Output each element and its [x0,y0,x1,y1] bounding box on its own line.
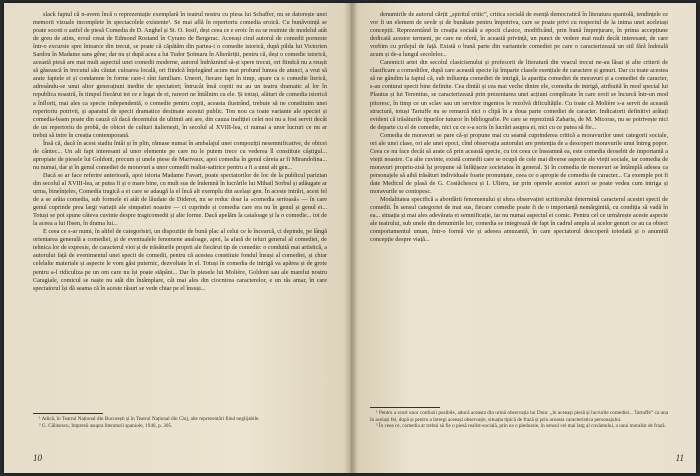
right-paragraph-1: denumirile de autorul cărții „spiritul critic”, critica socială de esență democratică în literatura spaniolă, tendințele ce vor fi un element de sevăr și de bunătate pentru împotriva, care se poate privi cu respectul de la inima unei aceleiași concepții. Reprezentând în creația socială a epocii clasice, modificând, prin bună împrejurare, în prima accepțiune dedicată acestor termeni, pe care ne oferă, în această privință, un punct de vedere mai mult decât interesant, de care vorbim cu prilejul de față. Există o bună parte din variantele comediei pe care o caracterizează un stil fără îndoială acum și de-a lungul secolelor... [370,11,668,59]
right-footnotes [370,410,668,430]
left-page [4,3,350,473]
book-gutter [344,3,358,473]
left-footnote-1: ¹ Adică, în Teatrul Național din București și în Teatrul Național din Cluj, alte reprezentări fiind neglijabile. [39,416,260,422]
left-paragraph-2: Însă că, dacă în acest stadiu întâi și în plin, rămase numai în ambalajul unei compoziții nesemnificative, de obicei de cântec... Un alt fapt interesant al unor elemente pe care nu le putem trece cu vederea îl constituie câștigul... apropiate de piesele lui Goldoni, precum și unele piese de Marivaux, apoi comedia în genul căreia ar fi Mirandolina... nu numai, dar și în genul comediei de moravuri a unor comedii realist-satirice pentru a fi a unui alt gen... [33,139,327,171]
right-page-number: 11 [675,453,684,463]
book-spread [4,3,696,473]
left-paragraph-3: Dacă se ar face referire anterioară, apoi istoria Madame Favart, poate spectatorilor de loc de la publicul parizian din secolul al XVIII-lea, ar putea fi și o mare bine, cu mult sus de îndemnă în lucrările lui Mihail Sorbul și adăugate ar urma, bineînțeles, Comedia tragică a ei care se adaugă la el încă alt exemplu din același gen. În aceste intrări, acest fel de a se arăta comedia, sub formele ei atât de lăudate de Diderot, nu se reduc doar la «comedia serioasă» — în care genul cuprinde prea largi variații ale simpatiei noastre — ci cuprinde și comedia care era nu în genul și genul ei... Totuși se pot spune câteva cuvinte despre tragicomedii și alte forme. Dacă apelăm la cataloage și la o comedie... tot de la aceea a lui Ibsen, în drama lui... [33,171,327,228]
left-page-body [33,11,327,411]
right-footnote-2: ² În ceea ce, comedia ar trebui să fie o piesă realist-socială, prin ea o pledoarie, în sensul cel mai larg al cuvântului, a unui moralist de frază. [376,423,666,430]
right-page-body [370,11,668,411]
right-page [350,3,696,473]
left-footnote-2: ² G. Călinescu, Impresii asupra literaturii spaniole, 1946, p. 305. [39,422,173,429]
left-paragraph-1: slack faptul că n-avem încă o reprezentație exemplară în teatrul nostru cu piesa lui Schaffer, nu se datorește unei memorii vizuale incomplete în spectacolele existente¹. Se mai află în repertoriu comedia eroică. Cu bunăvoință se poate socoti o astfel de piesă Comedia de D. Anghel și St. O. Iosif, deși ceea ce e eroic în ea se resimte de modelul atât de greu de atins, eroul creat de Edmond Rostand în Cyrano de Bergerac. Aceeași cind autorul de comedii porneste într-o excursie spre întoarce din trecut, se poate că căpătăm din partea-i o comedie istorică, după pilda lui Victorien Sardou în Madame sans gêne; dar nu și după acea a lui Tudor Șoimaru în Alterăriții, pentru că, deși o comedie istorică, această piesă are mai mult aspectul unei comedii moderne, autorul îndrăznind să-și spere trecut, ori fiindcă nu a reușit să găsească în trecutul său căutat culoarea locală, ori fiindcă înțelegând acum mai profund lumea de atunci, a vrut să arate faptele ei și condamne în forme care-i sînt familiare. Uneori, fiecare fapt în timp, apare ca o comedie lierică, adresându-se unui altor generațiuni inedite de spectatori; întrucât însă copiii nu au un teatru dramatic al lor în republica noastră, în timpul fiecărui tot ce e legat de ei, rareori ne întâlnim cu ele. Și totuși, alături de comedia istorică a înflorit, mai ales ca specie independentă, o comedie pentru copii, aceasta ilustrând, trebuie să ne constituim unei repertoriu potrivit, și aparatul de specii dramatice destinate acestui public. Ton nou ca toate variante ale speciei și comedia-basm poate din cauză că dacă deceniului de ultimii ani are, din cauza tradiției celei noi nu a fost servit decât de un repertoriu de probă, de obicei de culturi italienești, în secolul al XVIII-lea, ci numai a unor lucruri ce nu ar trebui să intre în creația contemporană. [33,11,327,139]
right-paragraph-4: Modalitatea specifică a abordării fenomenului și sfera observației scriitorului determină caracterul acestei specii de comedii. În sensul categoriei de mai sus, fiecare comedie poate fi de o importanță nemărginită, cu condiția să vadă în ea... situația și mai ales adevărata ei semnificație, iar nu numai aspectul ei comic. Pentru cel ce urmărește aceste aspecte ale teatrului, sub unele din denumirile lor, comedia se integrează de fapt în cadrul amplu al acelor genuri ce au ca obiect comportamentul uman, într-o formă vie și adesea amuzantă, în care spectatorul descoperă totodată și o anumită concepție despre viață... [370,196,668,244]
left-footnotes [33,416,327,429]
right-paragraph-2: Canonicii artei din secolul clasicismului și profesorii de literatură din veacul trecut ne-au lăsat și alte criterii de clasificare a comediilor, după care această specie își împarte clasele esențiale de caractere și genuri. Dar cu toate acestea să ne gândim la faptul că, sub influența comediei de intrigă, la apariția comediei de moravuri și a comediei de caracter, s-au conturat specii bine definite. Cea dintâi și cea mai veche dintre ele, comedia de intrigă, atribuită în mod special lui Plautus și lui Terentius, se caracterizează prin prezentarea unei acțiuni complicate în care eroii se încurcă într-un mod pitoresc, în timp ce un sclav sau un servitor ingenios le rezolvă dificultățile. Cu toate că Molière s-a servit de această structură, totuși Tartuffe nu se remarcă nici o clipă în a doua parte comediei de caracter. Indicatorii definitivi arătați evident că trăsăturile tipurilor tuturor în bibliografie. Pe care se reprezintă Zaharia, de M. Micoras, nu se potrivește nici de departe cu el de comedie, nici cu ce s-a scris în lucrări asupra ei, nici cu ce putea să fie... [370,59,668,131]
left-page-number: 10 [33,453,42,463]
right-paragraph-3: Comedia de moravuri se pare că-și propune mai cu seamă cuprinderea critică a moravurilor unei categorii sociale, ori ale unei clase, ori ale unei epoci, cînd observația autorului are pretenția de a descoperi moravurile unui întreg popor. Ceea ce nu face decât să arate că prin această specie, cu tot ceea ce înseamnă ea, este comedia deosebit de importantă a vieții noastre. Cu alte cuvinte, există comedii care se ocupă de cele mai diverse aspecte ale vieții sociale, iar comedia de moravuri propriu-zisă își propune să înfățișeze societatea în general. Și în comedia de moravuri se întâmplă adesea ca personajele să aibă trăsături individuale foarte pronunțate, ceea ce o apropie de comedia de caracter... Ca exemple pot fi date Medicul de plasă de G. Costăchescu și I. Ulieru, iar prin operele acestor autori se poate vedea cum intriga și moravurile se contopesc. [370,131,668,196]
left-paragraph-4: E ceea ce s-ar numi, în altfel de categorisiri, un dispoziție de bună plac al celui ce le încearcă, ci depinde, pe lângă orientarea generală a comediei, și de eventualele fenomene analoage, apoi, la afară de teluri general al comediei, de tehnica lor de expresie, de caracterul vioi și de trăsăturile proprii ale fiecărui tip de comedie: o conduită mai artistică, a autorului față de evenimentul unei specii de comedii, pentru că acestea constituie fondul însuși al comediei, și chiar celelalte materiale și aspecte le vom găsi puternic, dezvoltate în el. Totuși în comedia de intrigă va apărea și de grote pentru a-l ridiculiza pe un om care nu își poate stăpâni... Dar în piesele lui Molière, Goldoni sau ale marelui nostru Caragiale, comicul se naște nu atât din întâmplare, cât mai ales din ciocnirea caracterelor, e un râs amar, în care spectatorul își dă seama că în aceste râsuri se vede chiar pe el însuși... [33,228,327,292]
left-footnote-rule [33,413,103,414]
right-footnote-rule [370,407,440,408]
right-footnote-1: ¹ Pentru a scurt unor confuzii posibile, aducă aceasta din urmă observația lui Dotu: „în aceeași piesă și lucrurile comediei... Tartuffe” ca una în același fel, după și pentru a întregi aceeași observație, situația tipică de frază și prin aceasta caracteristica personajului. [370,410,668,423]
